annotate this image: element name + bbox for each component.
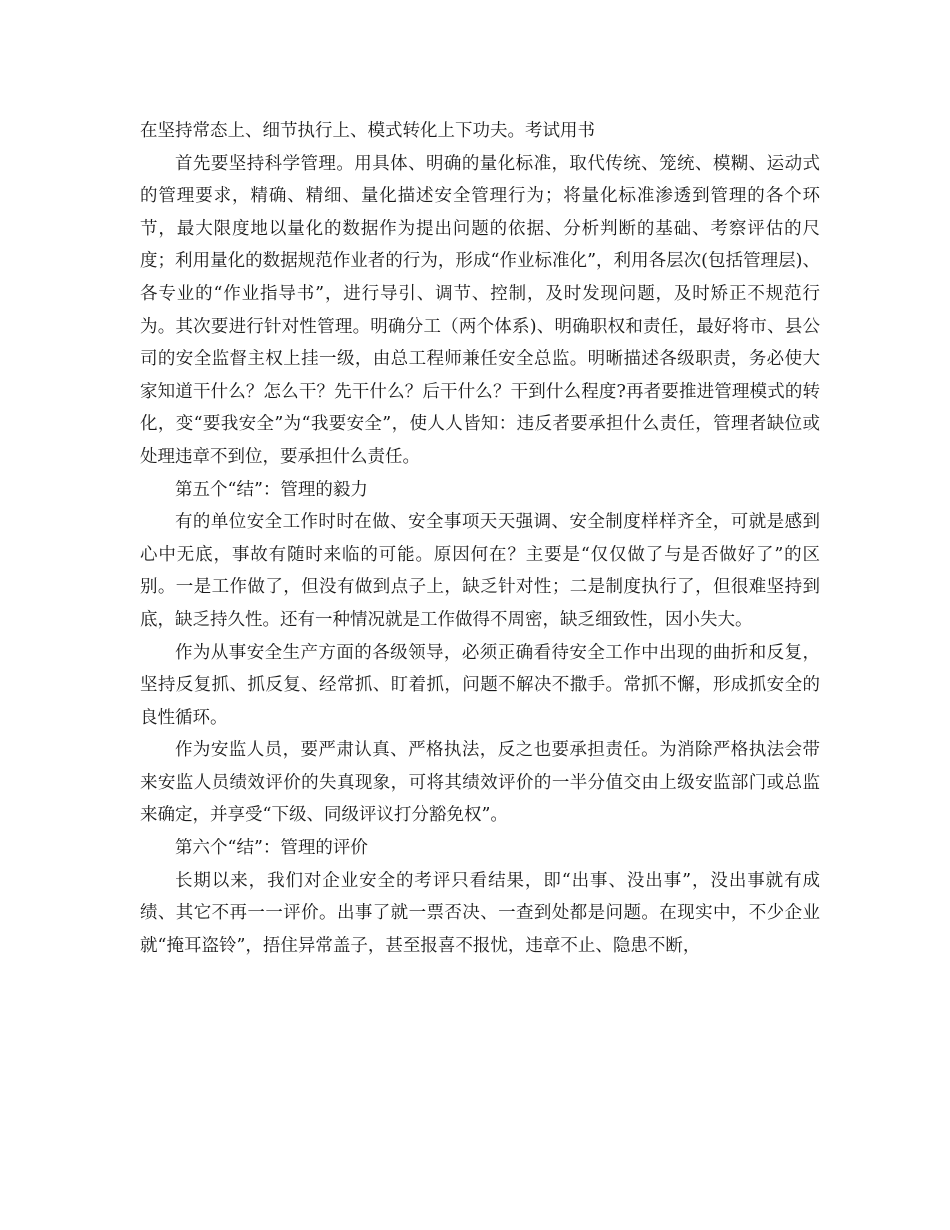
section-heading-6: 第六个“结”：管理的评价 <box>175 838 368 859</box>
paragraph-6: 长期以来，我们对企业安全的考评只看结果，即“出事、没出事”，没出事就有成绩、其它不再一一评价。出事了就一票否决、一查到处都是问题。在现实中，不少企业就“掩耳盗铃”，捂住异常盖子，甚至报喜不报忧，违章不止、隐患不断， <box>140 870 820 956</box>
paragraph-3: 有的单位安全工作时时在做、安全事项天天强调、安全制度样样齐全，可就是感到心中无底，事故有随时来临的可能。原因何在？主要是“仅仅做了与是否做好了”的区别。一是工作做了，但没有做到点子上，缺乏针对性；二是制度执行了，但很难坚持到底，缺乏持久性。还有一种情况就是工作做得不周密，缺乏细致性，因小失大。 <box>140 512 820 630</box>
paragraph-5: 作为安监人员，要严肃认真、严格执法，反之也要承担责任。为消除严格执法会带来安监人员绩效评价的失真现象，可将其绩效评价的一半分值交由上级安监部门或总监来确定，并享受“下级、同级评议打分豁免权”。 <box>140 740 820 826</box>
document-body <box>140 115 820 962</box>
paragraph-2: 首先要坚持科学管理。用具体、明确的量化标准，取代传统、笼统、模糊、运动式的管理要求，精确、精细、量化描述安全管理行为；将量化标准渗透到管理的各个环节，最大限度地以量化的数据作为提出问题的依据、分析判断的基础、考察评估的尺度；利用量化的数据规范作业者的行为，形成“作业标准化”，利用各层次(包括管理层)、各专业的“作业指导书”，进行导引、调节、控制，及时发现问题，及时矫正不规范行为。其次要进行针对性管理。明确分工（两个体系)、明确职权和责任，最好将市、县公司的安全监督主权上挂一级，由总工程师兼任安全总监。明晰描述各级职责，务必使大家知道干什么？怎么干？先干什么？后干什么？干到什么程度?再者要推进管理模式的转化，变“要我安全”为“我要安全”，使人人皆知：违反者要承担什么责任，管理者缺位或处理违章不到位，要承担什么责任。 <box>140 153 820 467</box>
paragraph-4: 作为从事安全生产方面的各级领导，必须正确看待安全工作中出现的曲折和反复，坚持反复抓、抓反复、经常抓、盯着抓，问题不解决不撒手。常抓不懈，形成抓安全的良性循环。 <box>140 642 820 728</box>
section-heading-5: 第五个“结”：管理的毅力 <box>175 479 368 500</box>
paragraph-1: 在坚持常态上、细节执行上、模式转化上下功夫。考试用书 <box>140 121 595 141</box>
